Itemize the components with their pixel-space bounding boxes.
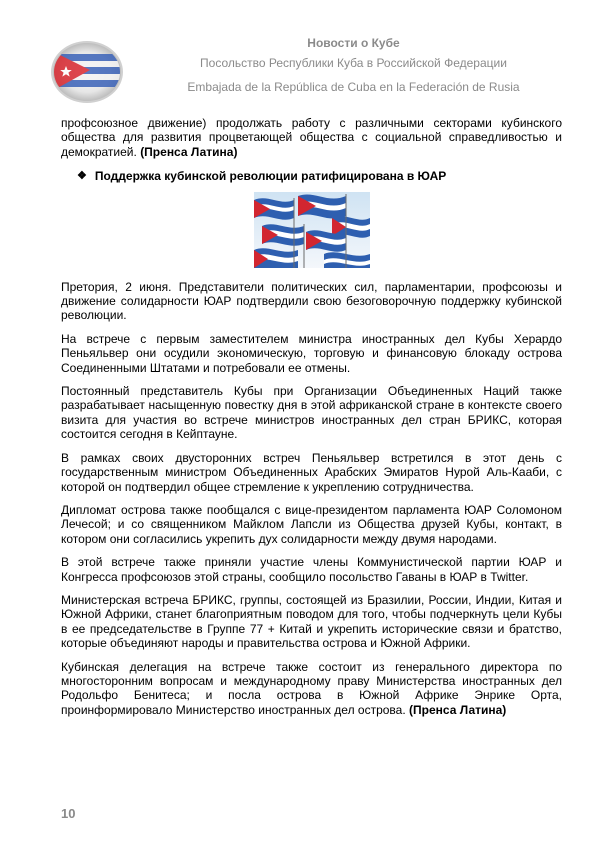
- header-title: Новости о Кубе: [307, 36, 400, 50]
- page-number: 10: [61, 806, 76, 821]
- article-heading-text: Поддержка кубинской революции ратифицирована в ЮАР: [94, 169, 447, 184]
- paragraph-4: В рамках своих двусторонних встреч Пеньяльвер встретился в этот день с государственным министром Объединенных Арабских Эмиратов Нурой Аль-Кааби, с которой он подтвердил общее стремление к укреплению сотрудничества.: [61, 450, 562, 494]
- intro-text: профсоюзное движение) продолжать работу с различными секторами кубинского общества для развития процветающей общества с социальной справедливостью и демократией.: [61, 116, 562, 159]
- diamond-bullet-icon: ❖: [77, 170, 87, 183]
- final-source: (Пренса Латина): [409, 702, 507, 717]
- final-text: Кубинская делегация на встрече также состоит из генерального директора по многосторонним вопросам и международному праву Министерства иностранных дел Родольфо Бенитеса; и посла острова в Южной Африке Энрике Орта, проинформировало Министерство иностранных дел острова.: [61, 659, 562, 717]
- cuban-flags-photo: [254, 192, 370, 268]
- paragraph-3: Постоянный представитель Кубы при Организации Объединенных Наций также разрабатывает насыщенную повестку дня в этой африканской стране в контексте своего визита для участия во встрече министров иностранных дел стран БРИКС, которая состоится сегодня в Кейптауне.: [61, 384, 562, 442]
- page-header: [0, 0, 607, 110]
- article-body: [61, 116, 562, 726]
- header-embassy-es: Embajada de la República de Cuba en la Federación de Rusia: [187, 80, 520, 94]
- article-heading: [77, 169, 562, 183]
- paragraph-7: Министерская встреча БРИКС, группы, состоящей из Бразилии, России, Индии, Китая и Южной Африки, станет благоприятным поводом для того, чтобы подчеркнуть цели Кубы в ее председательстве в Группе 77 + Китай и укрепить исторические связи и братство, которые объединяют народы и правительства острова и Южной Африки.: [61, 592, 562, 651]
- paragraph-1: Претория, 2 июня. Представители политических сил, парламентарии, профсоюзы и движение солидарности ЮАР подтвердили свою безоговорочную поддержку кубинской революции.: [61, 279, 562, 323]
- intro-paragraph: [61, 116, 562, 159]
- final-paragraph: [61, 660, 562, 718]
- paragraph-5: Дипломат острова также пообщался с вице-президентом парламента ЮАР Соломоном Лечесой; и со священником Майклом Лапсли из Общества друзей Кубы, контакт, в котором они согласились укрепить дух солидарности между двумя народами.: [61, 502, 562, 546]
- intro-source: (Пренса Латина): [140, 144, 238, 159]
- paragraph-2: На встрече с первым заместителем министра иностранных дел Кубы Херардо Пеньяльвер они осудили экономическую, торговую и финансовую блокаду острова Соединенными Штатами и потребовали ее отмены.: [61, 331, 562, 375]
- header-embassy-ru: Посольство Республики Куба в Российской Федерации: [200, 56, 507, 70]
- paragraph-6: В этой встрече также приняли участие члены Коммунистической партии ЮАР и Конгресса профсоюзов этой страны, сообщило посольство Гаваны в ЮАР в Twitter.: [61, 555, 562, 584]
